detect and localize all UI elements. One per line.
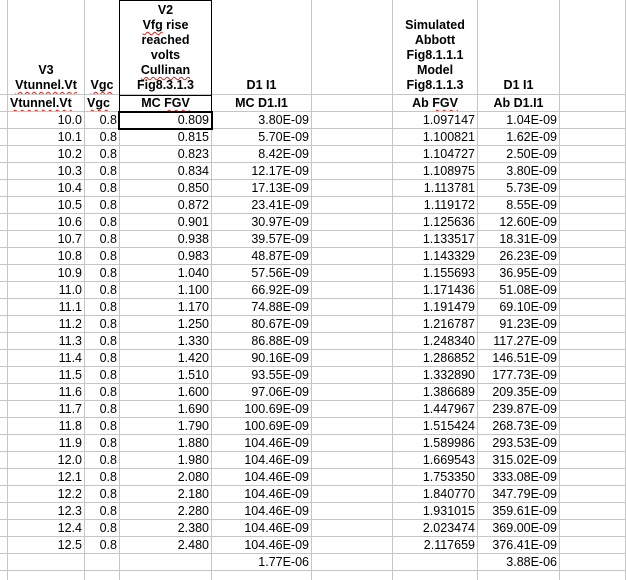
cell-ab-d1i1[interactable]: 117.27E-09 (478, 333, 560, 350)
cell-vtunnel-vt[interactable]: 12.2 (8, 486, 85, 503)
header-simulated-abbott-cell[interactable] (393, 0, 478, 95)
cell-mc-d1i1[interactable]: 74.88E-09 (212, 299, 312, 316)
cell-mc-d1i1[interactable]: 17.13E-09 (212, 180, 312, 197)
empty-cell[interactable] (85, 571, 120, 580)
empty-cell[interactable] (560, 316, 626, 333)
cell-mc-fgv[interactable]: 2.280 (120, 503, 212, 520)
cell-mc-fgv[interactable]: 0.850 (120, 180, 212, 197)
cell-vtunnel-vt[interactable]: 10.9 (8, 265, 85, 282)
empty-cell[interactable] (560, 231, 626, 248)
empty-cell[interactable] (560, 469, 626, 486)
empty-cell[interactable] (312, 350, 393, 367)
empty-cell[interactable] (312, 214, 393, 231)
empty-cell[interactable] (0, 554, 8, 571)
empty-cell[interactable] (0, 248, 8, 265)
empty-cell[interactable] (312, 554, 393, 571)
cell-ab-fgv[interactable]: 1.108975 (393, 163, 478, 180)
empty-cell[interactable] (560, 452, 626, 469)
empty-cell[interactable] (560, 554, 626, 571)
header-vgc-cell[interactable] (85, 0, 120, 95)
empty-cell[interactable] (560, 350, 626, 367)
cell-vtunnel-vt[interactable]: 10.5 (8, 197, 85, 214)
cell-ab-d1i1[interactable]: 51.08E-09 (478, 282, 560, 299)
empty-cell[interactable] (212, 571, 312, 580)
cell-vgc[interactable]: 0.8 (85, 299, 120, 316)
cell-vgc[interactable]: 0.8 (85, 248, 120, 265)
header-word: Vtunnel.Vt (10, 96, 72, 110)
cell-mc-fgv[interactable]: 1.100 (120, 282, 212, 299)
empty-cell[interactable] (312, 571, 393, 580)
empty-cell[interactable] (312, 180, 393, 197)
cell-ab-fgv[interactable]: 1.133517 (393, 231, 478, 248)
empty-cell[interactable] (560, 384, 626, 401)
empty-cell[interactable] (312, 367, 393, 384)
empty-cell[interactable] (0, 435, 8, 452)
cell-ab-fgv[interactable]: 1.515424 (393, 418, 478, 435)
cell-ab-d1i1[interactable]: 347.79E-09 (478, 486, 560, 503)
cell-mc-fgv[interactable]: 1.980 (120, 452, 212, 469)
header-v3-vtunnel-cell[interactable] (8, 0, 85, 95)
cell-ab-fgv[interactable]: 1.119172 (393, 197, 478, 214)
cell-mc-d1i1[interactable]: 12.17E-09 (212, 163, 312, 180)
cell-vgc[interactable]: 0.8 (85, 333, 120, 350)
cell-mc-d1i1[interactable]: 3.80E-09 (212, 112, 312, 129)
cell-ab-d1i1[interactable]: 12.60E-09 (478, 214, 560, 231)
empty-cell[interactable] (312, 486, 393, 503)
cell-ab-d1i1[interactable]: 69.10E-09 (478, 299, 560, 316)
cell-mc-fgv[interactable]: 0.823 (120, 146, 212, 163)
cell-mc-fgv[interactable]: 1.790 (120, 418, 212, 435)
cell-vtunnel-vt[interactable]: 11.8 (8, 418, 85, 435)
cell-ab-fgv[interactable]: 1.143329 (393, 248, 478, 265)
cell-vtunnel-vt[interactable]: 10.3 (8, 163, 85, 180)
empty-cell[interactable] (560, 112, 626, 129)
cell-ab-d1i1[interactable]: 3.88E-06 (478, 554, 560, 571)
empty-cell[interactable] (0, 299, 8, 316)
header-ab-fgv-cell[interactable] (393, 95, 478, 112)
cell-ab-fgv[interactable]: 1.191479 (393, 299, 478, 316)
empty-cell[interactable] (560, 367, 626, 384)
cell-vtunnel-vt[interactable]: 11.1 (8, 299, 85, 316)
header-line: volts (150, 48, 181, 62)
empty-cell[interactable] (312, 146, 393, 163)
empty-cell[interactable] (560, 571, 626, 580)
cell-vgc[interactable]: 0.8 (85, 180, 120, 197)
empty-cell[interactable] (0, 0, 8, 95)
header-line: Fig8.3.1.3 (137, 78, 194, 92)
cell-mc-d1i1[interactable]: 104.46E-09 (212, 520, 312, 537)
cell-vtunnel-vt[interactable]: 12.3 (8, 503, 85, 520)
empty-cell[interactable] (560, 180, 626, 197)
cell-vgc[interactable]: 0.8 (85, 486, 120, 503)
cell-ab-fgv[interactable]: 1.753350 (393, 469, 478, 486)
cell-vgc[interactable]: 0.8 (85, 401, 120, 418)
empty-cell[interactable] (560, 503, 626, 520)
empty-cell[interactable] (0, 418, 8, 435)
cell-mc-fgv[interactable]: 0.834 (120, 163, 212, 180)
cell-mc-d1i1[interactable]: 100.69E-09 (212, 418, 312, 435)
empty-cell[interactable] (312, 520, 393, 537)
cell-mc-d1i1[interactable]: 104.46E-09 (212, 435, 312, 452)
cell-vgc[interactable]: 0.8 (85, 316, 120, 333)
header-line: V2 (157, 3, 174, 17)
header-vgc2-cell[interactable] (85, 95, 120, 112)
cell-mc-d1i1[interactable]: 104.46E-09 (212, 503, 312, 520)
header-line: Vgc (90, 78, 114, 92)
cell-mc-d1i1[interactable]: 66.92E-09 (212, 282, 312, 299)
cell-vgc[interactable]: 0.8 (85, 435, 120, 452)
empty-cell[interactable] (560, 537, 626, 554)
cell-mc-fgv[interactable]: 1.040 (120, 265, 212, 282)
header-line: D1 I1 (246, 78, 277, 92)
cell-vgc[interactable]: 0.8 (85, 418, 120, 435)
cell-vtunnel-vt[interactable]: 12.1 (8, 469, 85, 486)
cell-vtunnel-vt[interactable]: 12.0 (8, 452, 85, 469)
cell-mc-d1i1[interactable]: 100.69E-09 (212, 401, 312, 418)
empty-cell[interactable] (0, 180, 8, 197)
cell-vtunnel-vt[interactable]: 11.6 (8, 384, 85, 401)
cell-vgc[interactable]: 0.8 (85, 265, 120, 282)
cell-mc-d1i1[interactable]: 86.88E-09 (212, 333, 312, 350)
header-line: V3 (38, 63, 54, 77)
header-line: Vtunnel.Vt (15, 78, 77, 92)
cell-ab-d1i1[interactable]: 8.55E-09 (478, 197, 560, 214)
header-word: FGV (432, 96, 458, 110)
header-line: Fig8.1.1.1 (406, 48, 464, 62)
cell-mc-fgv[interactable]: 1.690 (120, 401, 212, 418)
cell-vgc[interactable]: 0.8 (85, 384, 120, 401)
cell-ab-d1i1[interactable]: 36.95E-09 (478, 265, 560, 282)
cell-mc-d1i1[interactable]: 104.46E-09 (212, 452, 312, 469)
header-word: Vfg (142, 18, 163, 32)
cell-ab-d1i1[interactable]: 268.73E-09 (478, 418, 560, 435)
empty-cell[interactable] (312, 265, 393, 282)
header-word: Ab (412, 96, 433, 110)
header-line: Fig8.1.1.3 (406, 78, 464, 92)
empty-cell[interactable] (0, 163, 8, 180)
cell-ab-fgv[interactable]: 1.589986 (393, 435, 478, 452)
empty-cell[interactable] (312, 0, 393, 95)
cell-ab-d1i1[interactable]: 5.73E-09 (478, 180, 560, 197)
header-mc-fgv-cell[interactable] (120, 95, 212, 112)
cell-vtunnel-vt[interactable]: 10.1 (8, 129, 85, 146)
empty-cell[interactable] (0, 316, 8, 333)
header-ab-d1i1-cell[interactable] (478, 95, 560, 112)
empty-cell[interactable] (312, 503, 393, 520)
empty-cell[interactable] (312, 537, 393, 554)
cell-vgc[interactable]: 0.8 (85, 367, 120, 384)
header-line: reached (141, 33, 190, 47)
empty-cell[interactable] (312, 112, 393, 129)
cell-vgc[interactable]: 0.8 (85, 163, 120, 180)
cell-ab-d1i1[interactable]: 26.23E-09 (478, 248, 560, 265)
cell-mc-fgv[interactable]: 0.872 (120, 197, 212, 214)
cell-ab-fgv[interactable]: 2.023474 (393, 520, 478, 537)
cell-vgc[interactable]: 0.8 (85, 503, 120, 520)
cell-mc-d1i1[interactable]: 23.41E-09 (212, 197, 312, 214)
empty-cell[interactable] (0, 95, 8, 112)
empty-cell[interactable] (312, 129, 393, 146)
empty-cell[interactable] (0, 197, 8, 214)
cell-ab-d1i1[interactable]: 3.80E-09 (478, 163, 560, 180)
cell-ab-fgv[interactable]: 1.100821 (393, 129, 478, 146)
cell-ab-d1i1[interactable]: 2.50E-09 (478, 146, 560, 163)
empty-cell[interactable] (0, 146, 8, 163)
empty-cell[interactable] (560, 520, 626, 537)
cell-ab-fgv[interactable]: 1.447967 (393, 401, 478, 418)
cell-ab-fgv[interactable]: 1.248340 (393, 333, 478, 350)
cell-vtunnel-vt[interactable]: 11.5 (8, 367, 85, 384)
empty-cell[interactable] (0, 112, 8, 129)
cell-ab-d1i1[interactable]: 293.53E-09 (478, 435, 560, 452)
cell-ab-fgv[interactable]: 1.931015 (393, 503, 478, 520)
cell-mc-fgv[interactable]: 0.983 (120, 248, 212, 265)
empty-cell[interactable] (560, 418, 626, 435)
cell-vtunnel-vt[interactable]: 12.5 (8, 537, 85, 554)
cell-vgc[interactable]: 0.8 (85, 282, 120, 299)
empty-cell[interactable] (312, 333, 393, 350)
cell-mc-d1i1[interactable]: 48.87E-09 (212, 248, 312, 265)
cell-mc-d1i1[interactable]: 39.57E-09 (212, 231, 312, 248)
cell-vgc[interactable]: 0.8 (85, 537, 120, 554)
empty-cell[interactable] (560, 282, 626, 299)
empty-cell[interactable] (312, 384, 393, 401)
empty-cell[interactable] (85, 554, 120, 571)
cell-mc-fgv[interactable]: 0.901 (120, 214, 212, 231)
empty-cell[interactable] (560, 299, 626, 316)
empty-cell[interactable] (560, 163, 626, 180)
cell-vtunnel-vt[interactable]: 10.0 (8, 112, 85, 129)
cell-mc-fgv[interactable]: 2.380 (120, 520, 212, 537)
empty-cell[interactable] (312, 299, 393, 316)
header-word: Vgc (87, 96, 110, 110)
cell-vtunnel-vt[interactable]: 11.3 (8, 333, 85, 350)
cell-mc-fgv[interactable]: 1.600 (120, 384, 212, 401)
cell-mc-fgv[interactable]: 0.938 (120, 231, 212, 248)
empty-cell[interactable] (0, 401, 8, 418)
empty-cell[interactable] (0, 452, 8, 469)
empty-cell[interactable] (0, 265, 8, 282)
cell-mc-d1i1[interactable]: 30.97E-09 (212, 214, 312, 231)
cell-vgc[interactable]: 0.8 (85, 231, 120, 248)
empty-cell[interactable] (0, 231, 8, 248)
empty-cell[interactable] (560, 435, 626, 452)
cell-ab-fgv[interactable]: 1.386689 (393, 384, 478, 401)
cell-ab-d1i1[interactable]: 376.41E-09 (478, 537, 560, 554)
empty-cell[interactable] (0, 350, 8, 367)
cell-ab-fgv[interactable]: 1.104727 (393, 146, 478, 163)
cell-vtunnel-vt[interactable]: 10.8 (8, 248, 85, 265)
header-word: MC D1.I1 (235, 96, 288, 110)
cell-ab-d1i1[interactable]: 177.73E-09 (478, 367, 560, 384)
cell-ab-d1i1[interactable]: 359.61E-09 (478, 503, 560, 520)
cell-mc-d1i1[interactable]: 57.56E-09 (212, 265, 312, 282)
cell-mc-fgv[interactable]: 2.180 (120, 486, 212, 503)
empty-cell[interactable] (312, 316, 393, 333)
cell-vgc[interactable]: 0.8 (85, 146, 120, 163)
cell-vgc[interactable]: 0.8 (85, 214, 120, 231)
cell-vtunnel-vt[interactable]: 10.7 (8, 231, 85, 248)
empty-cell[interactable] (0, 520, 8, 537)
empty-cell[interactable] (0, 384, 8, 401)
empty-cell[interactable] (120, 571, 212, 580)
empty-cell[interactable] (8, 571, 85, 580)
cell-ab-d1i1[interactable]: 146.51E-09 (478, 350, 560, 367)
cell-ab-fgv[interactable]: 1.840770 (393, 486, 478, 503)
empty-cell[interactable] (0, 571, 8, 580)
cell-ab-fgv[interactable]: 1.097147 (393, 112, 478, 129)
empty-cell[interactable] (560, 248, 626, 265)
cell-vtunnel-vt[interactable]: 10.6 (8, 214, 85, 231)
cell-vgc[interactable]: 0.8 (85, 350, 120, 367)
cell-ab-fgv[interactable]: 1.286852 (393, 350, 478, 367)
cell-vtunnel-vt[interactable]: 11.4 (8, 350, 85, 367)
empty-cell[interactable] (312, 469, 393, 486)
empty-cell[interactable] (560, 197, 626, 214)
cell-ab-d1i1[interactable]: 1.04E-09 (478, 112, 560, 129)
cell-ab-fgv[interactable]: 1.332890 (393, 367, 478, 384)
cell-mc-d1i1[interactable]: 1.77E-06 (212, 554, 312, 571)
cell-mc-fgv[interactable]: 1.330 (120, 333, 212, 350)
cell-ab-d1i1[interactable]: 18.31E-09 (478, 231, 560, 248)
header-line: Abbott (414, 33, 456, 47)
header-line: Model (416, 63, 454, 77)
cell-ab-d1i1[interactable]: 333.08E-09 (478, 469, 560, 486)
empty-cell[interactable] (0, 129, 8, 146)
empty-cell[interactable] (560, 129, 626, 146)
empty-cell[interactable] (0, 486, 8, 503)
cell-mc-d1i1[interactable]: 104.46E-09 (212, 469, 312, 486)
cell-ab-fgv[interactable]: 1.216787 (393, 316, 478, 333)
header-vtunnel-vt-cell[interactable] (8, 95, 85, 112)
empty-cell[interactable] (0, 469, 8, 486)
empty-cell[interactable] (560, 95, 626, 112)
header-word: Ab D1.I1 (493, 96, 544, 110)
cell-mc-d1i1[interactable]: 8.42E-09 (212, 146, 312, 163)
empty-cell[interactable] (312, 435, 393, 452)
cell-mc-d1i1[interactable]: 90.16E-09 (212, 350, 312, 367)
header-line: Simulated (405, 18, 465, 32)
empty-cell[interactable] (0, 282, 8, 299)
cell-mc-fgv[interactable]: 1.880 (120, 435, 212, 452)
header-v2-vfg-title-cell[interactable] (120, 0, 212, 95)
empty-cell[interactable] (0, 503, 8, 520)
header-line: Cullinan (140, 63, 191, 77)
header-word: FGV (164, 96, 190, 110)
cell-mc-d1i1[interactable]: 104.46E-09 (212, 537, 312, 554)
empty-cell[interactable] (8, 554, 85, 571)
empty-cell[interactable] (312, 401, 393, 418)
cell-ab-d1i1[interactable]: 1.62E-09 (478, 129, 560, 146)
cell-vtunnel-vt[interactable]: 11.2 (8, 316, 85, 333)
cell-ab-fgv[interactable]: 1.669543 (393, 452, 478, 469)
empty-cell[interactable] (0, 333, 8, 350)
header-word: rise (162, 18, 189, 32)
empty-cell[interactable] (312, 231, 393, 248)
cell-vtunnel-vt[interactable]: 10.2 (8, 146, 85, 163)
cell-mc-fgv[interactable]: 0.815 (120, 129, 212, 146)
empty-cell[interactable] (312, 163, 393, 180)
cell-ab-fgv[interactable]: 1.155693 (393, 265, 478, 282)
empty-cell[interactable] (312, 452, 393, 469)
empty-cell[interactable] (560, 401, 626, 418)
header-line (143, 18, 189, 33)
cell-ab-d1i1[interactable]: 315.02E-09 (478, 452, 560, 469)
cell-mc-fgv[interactable]: 1.420 (120, 350, 212, 367)
header-line: D1 I1 (503, 78, 534, 92)
cell-ab-d1i1[interactable]: 91.23E-09 (478, 316, 560, 333)
empty-cell[interactable] (0, 214, 8, 231)
cell-mc-d1i1[interactable]: 104.46E-09 (212, 486, 312, 503)
cell-vtunnel-vt[interactable]: 12.4 (8, 520, 85, 537)
empty-cell[interactable] (120, 554, 212, 571)
cell-vgc[interactable]: 0.8 (85, 469, 120, 486)
cell-ab-fgv[interactable]: 2.117659 (393, 537, 478, 554)
empty-cell[interactable] (393, 554, 478, 571)
cell-mc-fgv[interactable]: 0.809 (120, 112, 212, 129)
cell-ab-d1i1[interactable]: 239.87E-09 (478, 401, 560, 418)
empty-cell[interactable] (312, 197, 393, 214)
empty-cell[interactable] (0, 537, 8, 554)
cell-vgc[interactable]: 0.8 (85, 197, 120, 214)
header-d1i1-mc-cell[interactable] (212, 0, 312, 95)
cell-mc-d1i1[interactable]: 5.70E-09 (212, 129, 312, 146)
empty-cell[interactable] (312, 418, 393, 435)
cell-ab-d1i1[interactable]: 209.35E-09 (478, 384, 560, 401)
cell-ab-fgv[interactable]: 1.171436 (393, 282, 478, 299)
cell-vtunnel-vt[interactable]: 11.0 (8, 282, 85, 299)
cell-vgc[interactable]: 0.8 (85, 112, 120, 129)
empty-cell[interactable] (393, 571, 478, 580)
cell-mc-d1i1[interactable]: 80.67E-09 (212, 316, 312, 333)
cell-vtunnel-vt[interactable]: 11.9 (8, 435, 85, 452)
empty-cell[interactable] (560, 333, 626, 350)
cell-ab-fgv[interactable]: 1.113781 (393, 180, 478, 197)
empty-cell[interactable] (560, 486, 626, 503)
cell-ab-fgv[interactable]: 1.125636 (393, 214, 478, 231)
empty-cell[interactable] (560, 0, 626, 95)
empty-cell[interactable] (312, 95, 393, 112)
header-word: MC (141, 96, 165, 110)
cell-mc-fgv[interactable]: 1.510 (120, 367, 212, 384)
empty-cell[interactable] (478, 571, 560, 580)
cell-mc-fgv[interactable]: 2.480 (120, 537, 212, 554)
cell-vgc[interactable]: 0.8 (85, 520, 120, 537)
empty-cell[interactable] (312, 282, 393, 299)
cell-mc-d1i1[interactable]: 93.55E-09 (212, 367, 312, 384)
header-mc-d1i1-cell[interactable] (212, 95, 312, 112)
empty-cell[interactable] (560, 265, 626, 282)
cell-vgc[interactable]: 0.8 (85, 129, 120, 146)
header-d1i1-ab-cell[interactable] (478, 0, 560, 95)
cell-mc-fgv[interactable]: 1.170 (120, 299, 212, 316)
empty-cell[interactable] (560, 146, 626, 163)
empty-cell[interactable] (560, 214, 626, 231)
cell-mc-fgv[interactable]: 1.250 (120, 316, 212, 333)
cell-vgc[interactable]: 0.8 (85, 452, 120, 469)
cell-mc-d1i1[interactable]: 97.06E-09 (212, 384, 312, 401)
cell-vtunnel-vt[interactable]: 11.7 (8, 401, 85, 418)
empty-cell[interactable] (0, 367, 8, 384)
cell-mc-fgv[interactable]: 2.080 (120, 469, 212, 486)
cell-ab-d1i1[interactable]: 369.00E-09 (478, 520, 560, 537)
empty-cell[interactable] (312, 248, 393, 265)
cell-vtunnel-vt[interactable]: 10.4 (8, 180, 85, 197)
